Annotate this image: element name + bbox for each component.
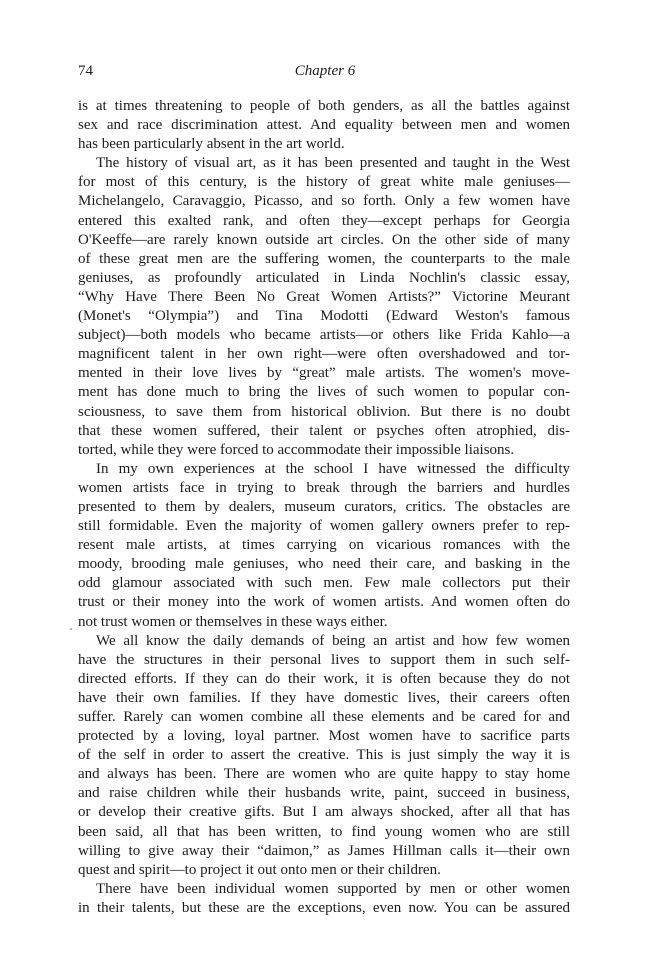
text-line: and always has been. There are women who are quite happy to stay home (78, 766, 570, 783)
text-line: moody, brooding male geniuses, who need their care, and basking in the (78, 556, 570, 573)
page-number: 74 (78, 63, 93, 79)
text-line: sciousness, to save them from historical oblivion. But there is no doubt (78, 403, 570, 420)
text-line: has been particularly absent in the art world. (78, 136, 345, 153)
running-head: Chapter 6 (294, 63, 356, 79)
paragraph (78, 460, 570, 632)
text-line: In my own experiences at the school I have witnessed the difficulty (96, 460, 570, 477)
body-text (78, 97, 570, 918)
text-line: in their talents, but these are the exceptions, even now. You can be assured (78, 899, 570, 916)
text-line: been said, all that has been written, to find young women who are still (78, 823, 570, 840)
text-line: torted, while they were forced to accommodate their impossible liaisons. (78, 441, 515, 458)
text-line: for most of this century, is the history of great white male geniuses— (78, 174, 570, 191)
text-line: geniuses, as profoundly articulated in Linda Nochlin's classic essay, (78, 269, 570, 286)
text-line: and raise children while their husbands write, paint, succeed in business, (78, 785, 570, 802)
text-line: quest and spirit—to project it out onto men or their children. (78, 861, 441, 878)
text-line: willing to give away their “daimon,” as James Hillman calls it—their own (78, 842, 570, 859)
text-line: is at times threatening to people of both genders, as all the battles against (78, 98, 570, 114)
text-line: still formidable. Even the majority of women gallery owners prefer to rep- (78, 518, 570, 535)
text-line: women artists face in trying to break through the barriers and hurdles (78, 479, 570, 496)
text-line: mented in their love lives by “great” male artists. The women's move- (78, 365, 570, 382)
text-line: have the structures in their personal lives to support them in such self- (78, 651, 570, 668)
text-line: The history of visual art, as it has been presented and taught in the West (96, 155, 570, 172)
text-line: ment has done much to bring the lives of such women to popular con- (78, 384, 570, 401)
text-line: or develop their creative gifts. But I am always shocked, after all that has (78, 804, 570, 821)
paragraph (78, 97, 570, 154)
text-line: “Why Have There Been No Great Women Artists?” Victorine Meurant (78, 288, 570, 305)
text-line: resent male artists, at times carrying on vicarious romances with the (78, 537, 570, 554)
text-line: protected by a loving, loyal partner. Most women have to sacrifice parts (78, 728, 570, 745)
text-line: We all know the daily demands of being an artist and how few women (96, 632, 570, 649)
text-line: have their own families. If they have domestic lives, their careers often (78, 689, 570, 706)
text-line: magnificent talent in her own right—were often overshadowed and tor- (78, 346, 570, 363)
margin-mark (70, 628, 72, 630)
text-line: sex and race discrimination attest. And equality between men and women (78, 117, 570, 134)
text-line: that these women suffered, their talent or psyches often atrophied, dis- (78, 422, 570, 439)
text-line: O'Keeffe—are rarely known outside art circles. On the other side of many (78, 231, 570, 248)
text-line: directed efforts. If they can do their work, it is often because they do not (78, 670, 570, 687)
text-line: subject)—both models who became artists—or others like Frida Kahlo—a (78, 327, 570, 344)
text-line: presented to them by dealers, museum curators, critics. The obstacles are (78, 498, 570, 515)
paragraph (78, 154, 570, 460)
text-line: suffer. Rarely can women combine all these elements and be cared for and (78, 709, 570, 725)
paragraph (78, 880, 570, 918)
text-line: of the self in order to assert the creative. This is just simply the way it is (78, 747, 570, 764)
text-line: not trust women or themselves in these ways either. (78, 613, 388, 630)
text-line: entered this exalted rank, and often they—except perhaps for Georgia (78, 212, 570, 229)
text-line: (Monet's “Olympia”) and Tina Modotti (Edward Weston's famous (78, 308, 570, 325)
text-line: trust or their money into the work of women artists. And women often do (78, 594, 570, 611)
text-line: There have been individual women supported by men or other women (96, 880, 570, 897)
paragraph (78, 632, 570, 880)
text-line: of these great men are the suffering women, the counterparts to the male (78, 250, 570, 267)
text-line: Michelangelo, Caravaggio, Picasso, and so forth. Only a few women have (78, 193, 570, 210)
text-line: odd glamour associated with such men. Few male collectors put their (78, 575, 570, 592)
